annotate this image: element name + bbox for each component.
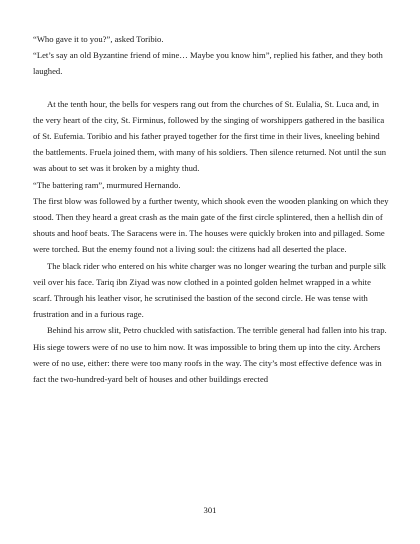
text-paragraph: The black rider who entered on his white charger was no longer wearing the turban and purple silk veil over his face. Tariq ibn Ziyad was now clothed in a pointed golden helmet wrapped in a white scarf. Through his leather visor, he scrutinised the bastion of the second circle. He was tense with frustration and in a furious rage. <box>33 260 386 320</box>
text-paragraph: At the tenth hour, the bells for vespers rang out from the churches of St. Eulalia, St. Luca and, in the very heart of the city, St. Firminus, followed by the singing of worshippers gathered in the basilica of St. Eufemia. Toribio and his father prayed together for the first time in their lives, kneeling behind the battlements. Fruela joined them, with many of his soldiers. Then silence returned. Not until the sun was about to set was it broken by a mighty thud. <box>33 98 387 174</box>
page-body <box>33 31 389 387</box>
dialogue-paragraph: “The battering ram”, murmured Hernando. <box>33 179 181 190</box>
text-paragraph: Behind his arrow slit, Petro chuckled with satisfaction. The terrible general had fallen into his trap. His siege towers were of no use to him now. It was impossible to bring them up into the city. Archers were of no use, either: there were too many roofs in the way. The city’s most effective defence was in fact the two-hundred-yard belt of houses and other buildings erected <box>33 325 387 385</box>
page-number: 301 <box>203 505 217 515</box>
text-paragraph: The first blow was followed by a further twenty, which shook even the wooden planking on which they stood. Then they heard a great crash as the main gate of the first circle splintered, then a hellish din of shouts and hoof beats. The Saracens were in. The houses were quickly broken into and pillaged. Some were torched. But the enemy found not a living soul: the citizens had all deserted the place. <box>33 195 389 255</box>
dialogue-paragraph: “Who gave it to you?”, asked Toribio. <box>33 34 164 44</box>
dialogue-paragraph: “Let’s say an old Byzantine friend of mine… Maybe you know him”, replied his father, and they both laughed. <box>33 50 383 77</box>
